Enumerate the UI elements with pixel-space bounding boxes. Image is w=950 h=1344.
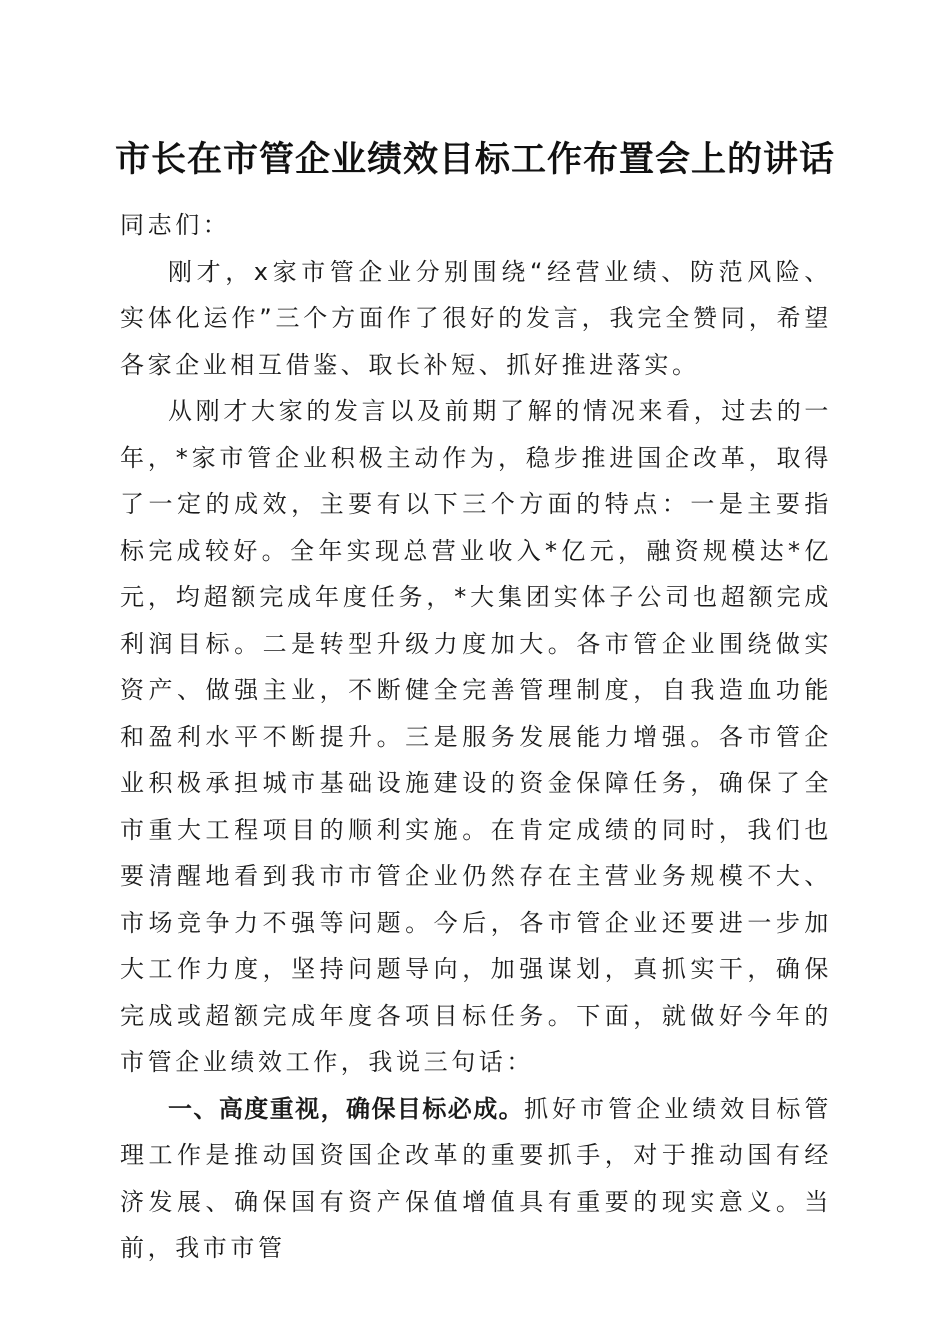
document-title: 市长在市管企业绩效目标工作布置会上的讲话	[114, 139, 835, 180]
paragraph-review	[120, 388, 832, 1086]
paragraph-opening	[120, 249, 832, 389]
document-body	[120, 202, 832, 1272]
paragraph-text: 刚才，x家市管企业分别围绕“经营业绩、防范风险、实体化运作”三个方面作了很好的发言，我完全赞同，希望各家企业相互借鉴、取长补短、抓好推进落实。	[120, 257, 832, 379]
paragraph-text: 抓好市管企业绩效目标管理工作是推动国资国企改革的重要抓手，对于推动国有经济发展、确保国有资产保值增值具有重要的现实意义。当前，我市市管	[120, 1094, 832, 1262]
section-heading: 一、高度重视，确保目标必成。	[168, 1094, 525, 1123]
paragraph-text: 从刚才大家的发言以及前期了解的情况来看，过去的一年，*家市管企业积极主动作为，稳步推进国企改革，取得了一定的成效，主要有以下三个方面的特点：一是主要指标完成较好。全年实现总营业收入*亿元，融资规模达*亿元，均超额完成年度任务，*大集团实体子公司也超额完成利润目标。二是转型升级力度加大。各市管企业围绕做实资产、做强主业，不断健全完善管理制度，自我造血功能和盈利水平不断提升。三是服务发展能力增强。各市管企业积极承担城市基础设施建设的资金保障任务，确保了全市重大工程项目的顺利实施。在肯定成绩的同时，我们也要清醒地看到我市市管企业仍然存在主营业务规模不大、市场竞争力不强等问题。今后，各市管企业还要进一步加大工作力度，坚持问题导向，加强谋划，真抓实干，确保完成或超额完成年度各项目标任务。下面，就做好今年的市管企业绩效工作，我说三句话：	[120, 397, 832, 1076]
salutation: 同志们：	[120, 211, 231, 239]
paragraph-section-one	[120, 1086, 832, 1272]
